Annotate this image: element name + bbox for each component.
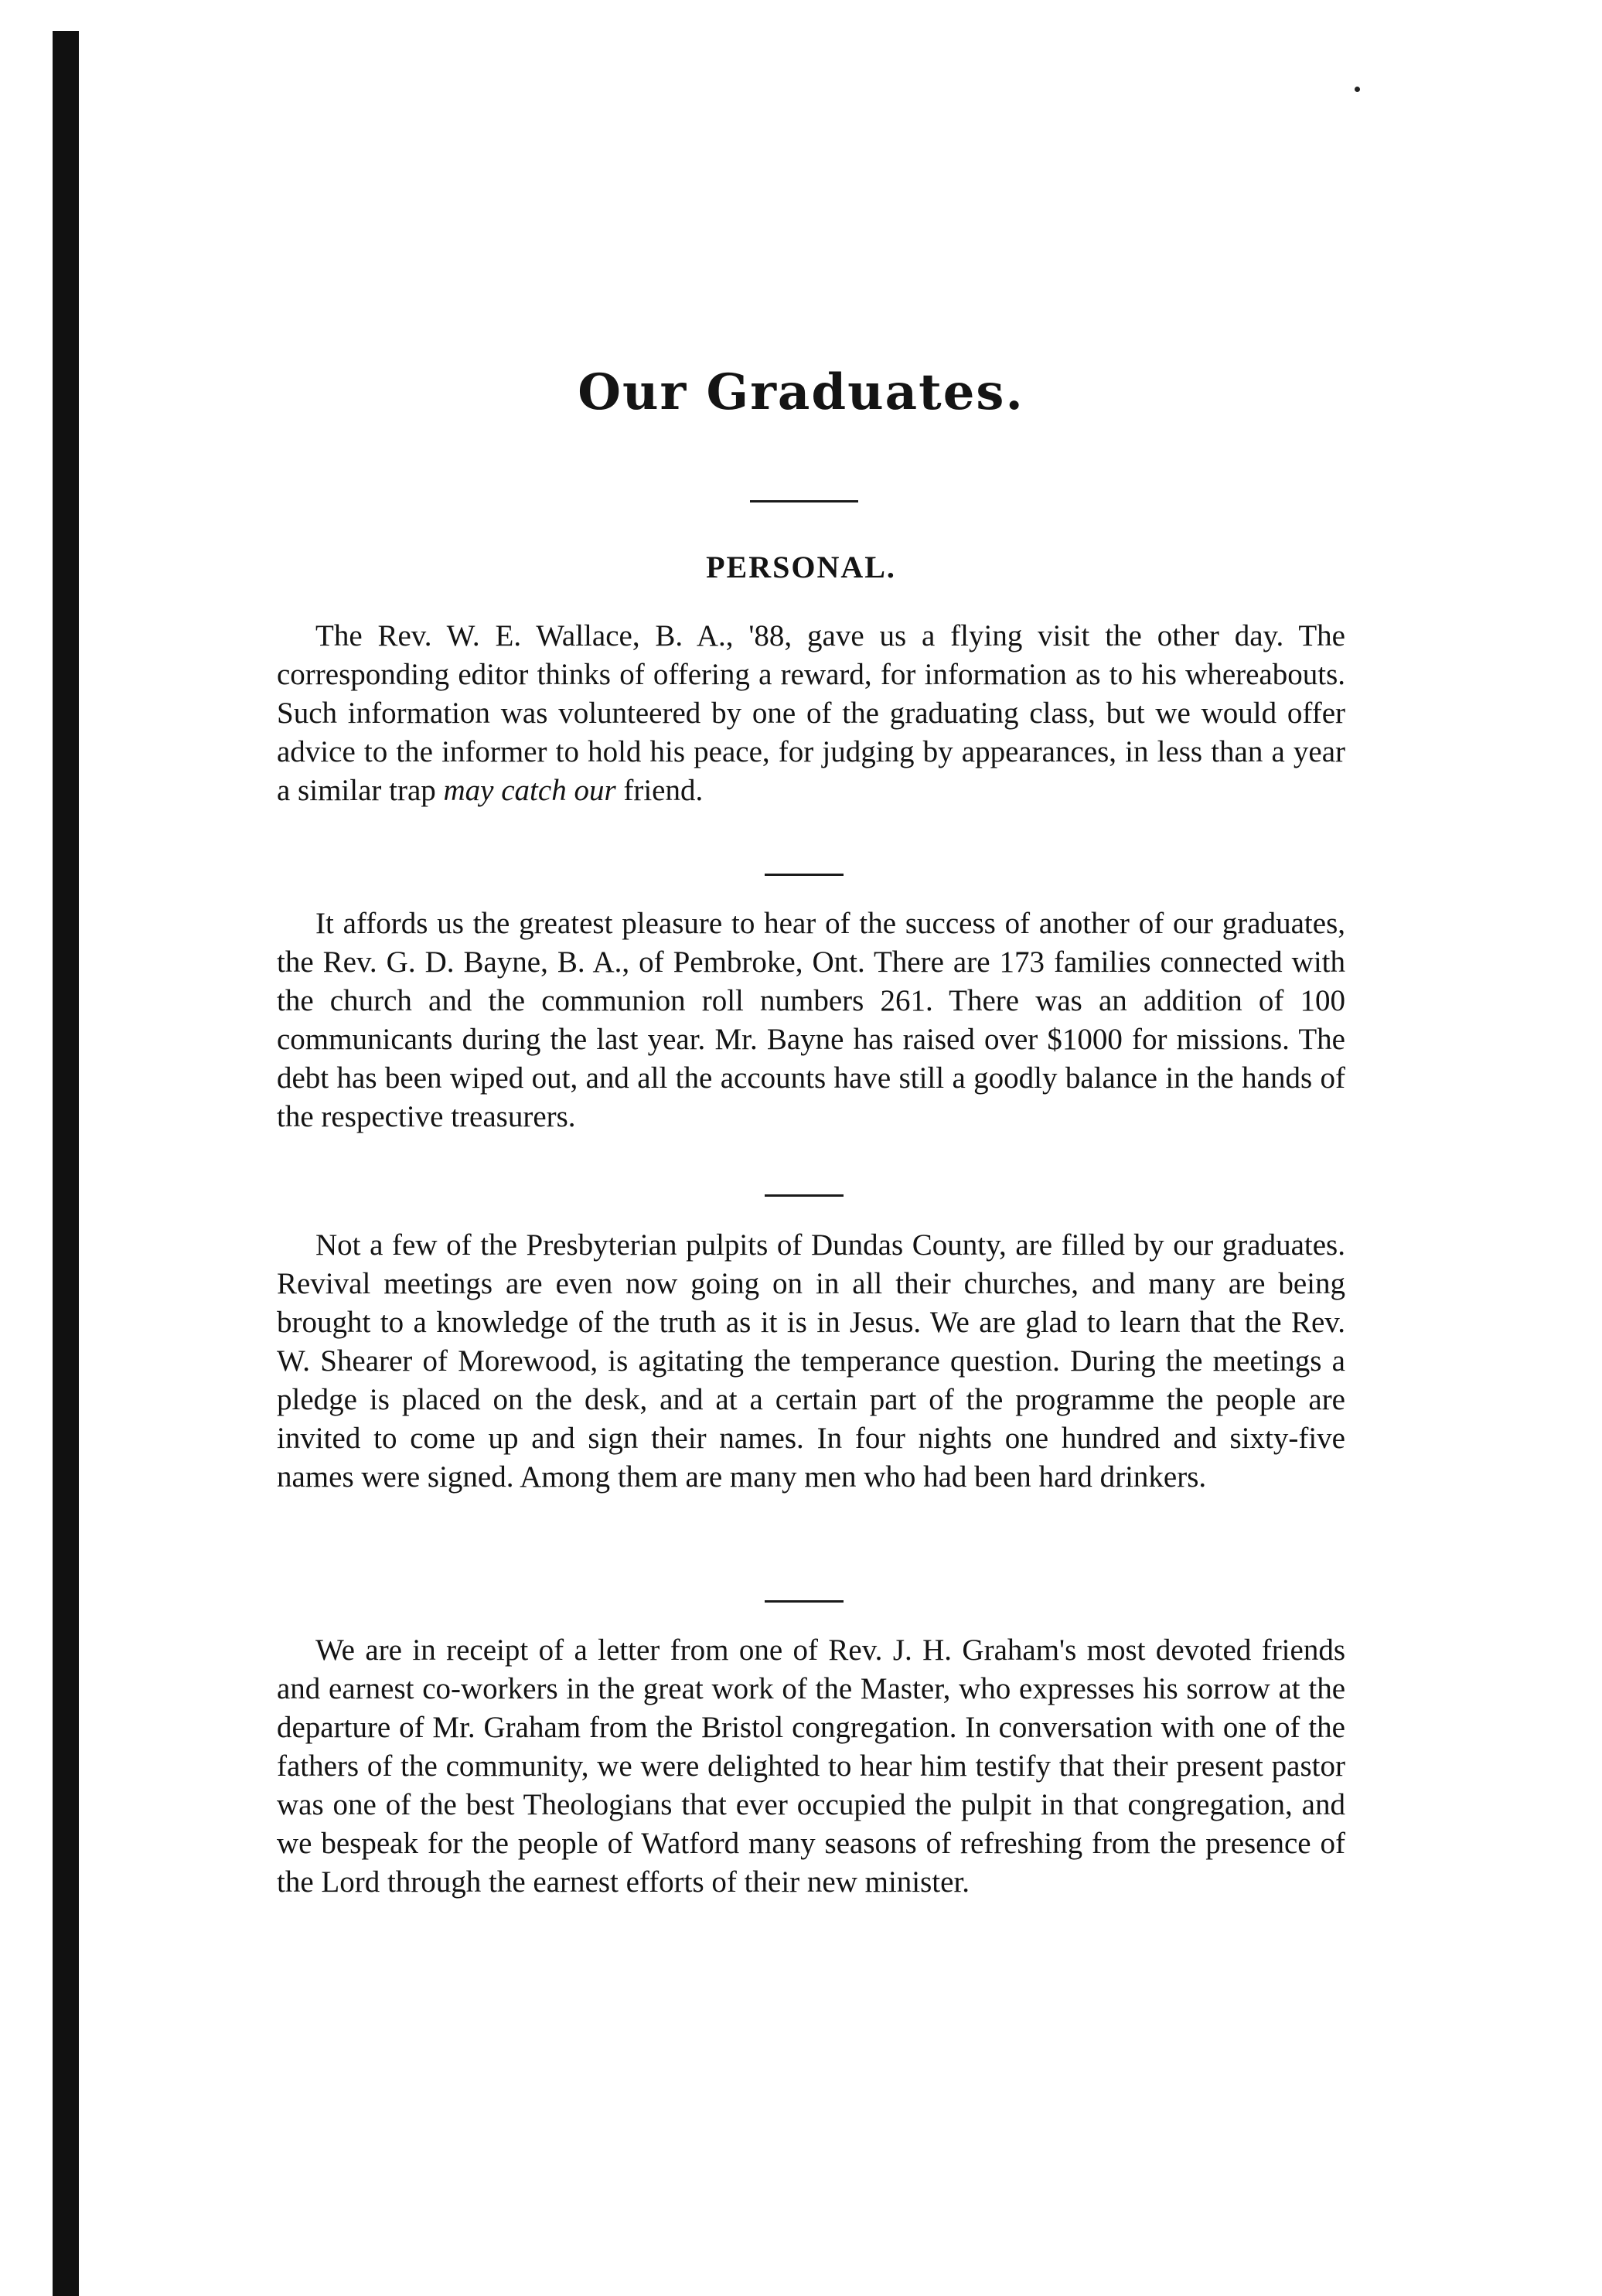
section-heading: PERSONAL. [706,550,896,584]
paragraph-divider [765,874,844,876]
paragraph-wallace-text: The Rev. W. E. Wallace, B. A., '88, gave us a flying visit the other day. The corresponding editor thinks of offering a reward, for information as to his whereabouts. Such information was volunteered by one of the graduating class, but we would offer advice to the informer to hold his peace, for judging by appearances, in less than a year a similar trap [277,619,1345,807]
paragraph-divider [765,1194,844,1197]
paragraph-wallace [277,617,1345,810]
paragraph-bayne: It affords us the greatest pleasure to hear of the success of another of our graduates, the Rev. G. D. Bayne, B. A., of Pembroke, Ont. There are 173 families connected with the church and the communion roll numbers 261. There was an addition of 100 communicants during the last year. Mr. Bayne has raised over $1000 for missions. The debt has been wiped out, and all the accounts have still a goodly balance in the hands of the respective treasurers. [277,907,1345,1133]
paragraph-wallace-end: friend. [615,774,704,807]
title-divider [750,500,858,502]
paragraph-graham: We are in receipt of a letter from one of Rev. J. H. Graham's most devoted friends and earnest co-workers in the great work of the Master, who expresses his sorrow at the departure of Mr. Graham from the Bristol congregation. In conversation with one of the fathers of the community, we were delighted to hear him testify that their present pastor was one of the best Theologians that ever occupied the pulpit in that congregation, and we bespeak for the people of Watford many seasons of refreshing from the presence of the Lord through the earnest efforts of their new minister. [277,1633,1345,1899]
page-title: Our Graduates. [578,363,1024,421]
paragraph-divider [765,1600,844,1603]
paragraph-dundas: Not a few of the Presbyterian pulpits of Dundas County, are filled by our graduates. Revival meetings are even now going on in all their churches, and many are being brought to a knowledge of the truth as it is in Jesus. We are glad to learn that the Rev. W. Shearer of Morewood, is agitating the temperance question. During the meetings a pledge is placed on the desk, and at a certain part of the programme the people are invited to come up and sign their names. In four nights one hundred and sixty-five names were signed. Among them are many men who had been hard drinkers. [277,1228,1345,1494]
scan-speck [1355,87,1360,92]
paragraph-wallace-italic: may catch our [443,774,616,807]
